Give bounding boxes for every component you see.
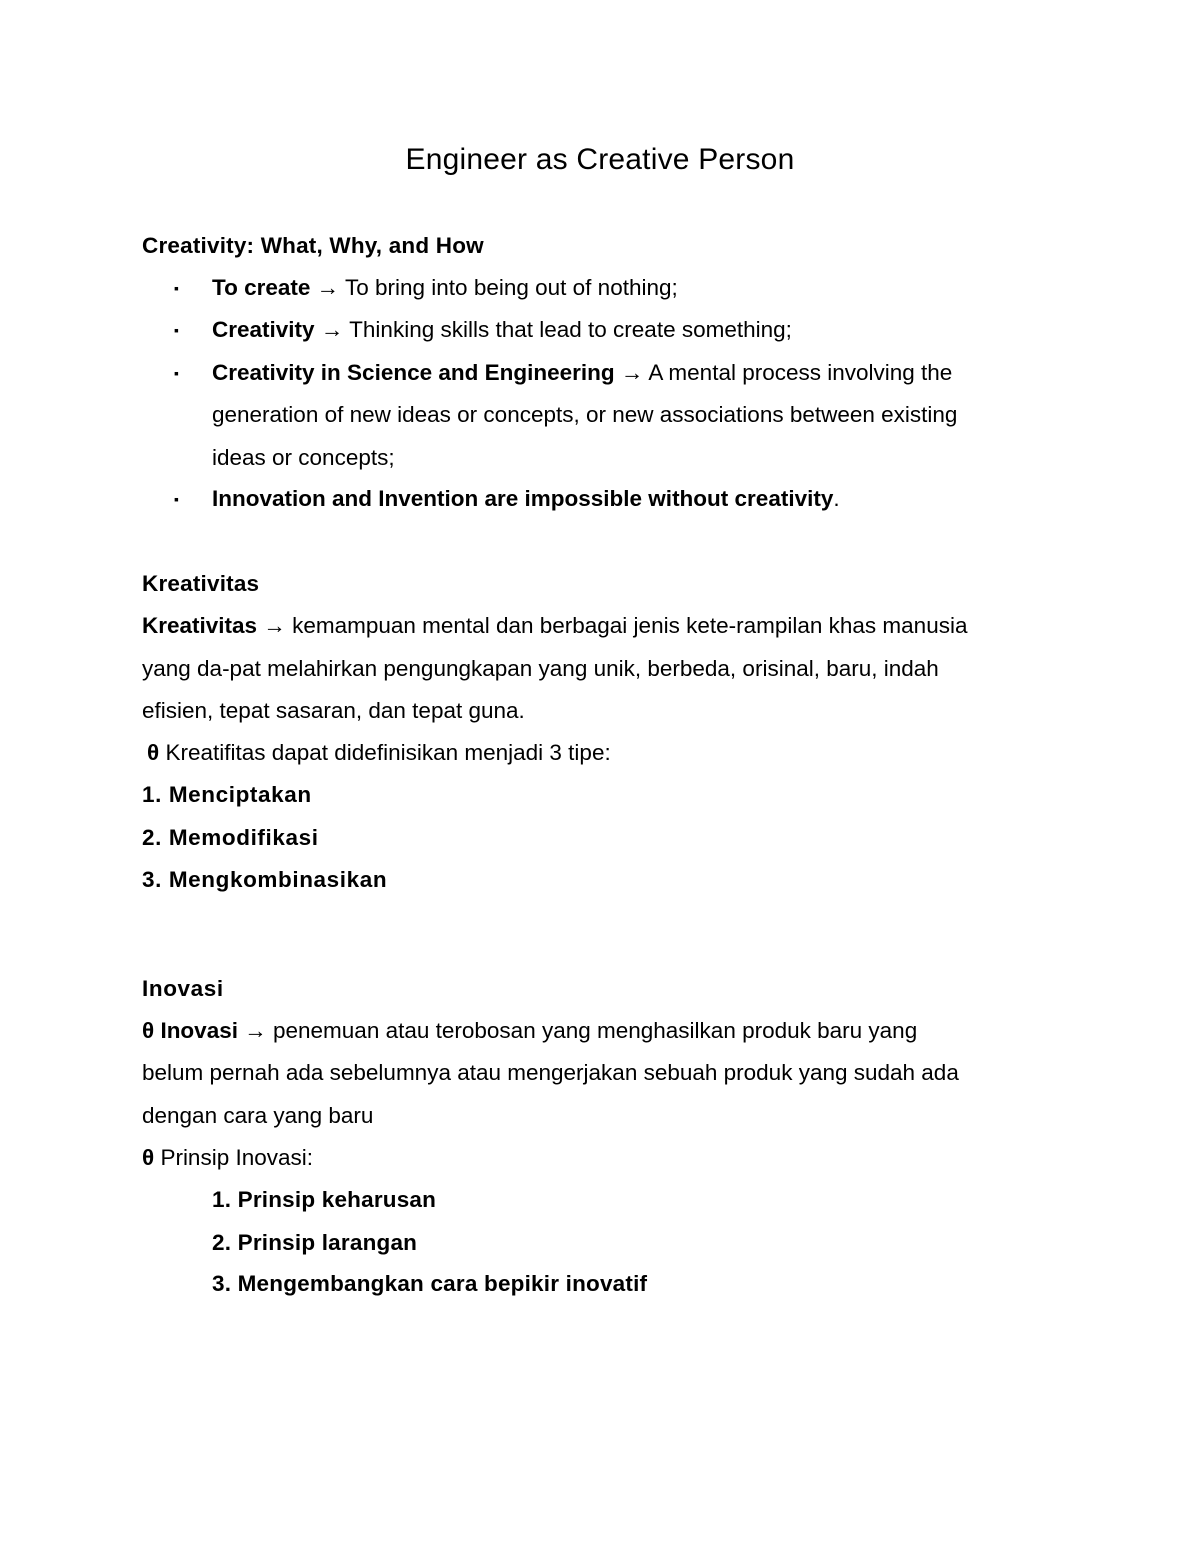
bullet-item-to-create xyxy=(212,274,678,302)
definition-text: kemampuan mental dan berbagai jenis kete-rampilan khas manusia xyxy=(292,613,968,638)
bullet-term: Innovation and Invention are impossible without creativity xyxy=(212,486,834,511)
bullet-text: Thinking skills that lead to create something; xyxy=(349,317,792,342)
arrow-icon: → xyxy=(244,1018,267,1043)
bullet-text: To bring into being out of nothing; xyxy=(345,275,678,300)
theta-icon: θ xyxy=(142,1018,155,1043)
bullet-text-continuation: ideas or concepts; xyxy=(212,445,395,470)
principle-item: 1. Prinsip keharusan xyxy=(212,1187,437,1212)
type-item: 1. Menciptakan xyxy=(142,782,312,807)
bullet-text-continuation: generation of new ideas or concepts, or new associations between existing xyxy=(212,402,958,427)
theta-icon: θ xyxy=(147,740,160,765)
bullet-item-creativity-science xyxy=(212,359,952,387)
inovasi-definition xyxy=(142,1017,917,1045)
principles-intro xyxy=(142,1144,313,1172)
bullet-square-icon: ▪ xyxy=(174,280,179,296)
bullet-square-icon: ▪ xyxy=(174,322,179,338)
principle-item: 3. Mengembangkan cara bepikir inovatif xyxy=(212,1271,648,1296)
definition-text-continuation: dengan cara yang baru xyxy=(142,1103,374,1128)
arrow-icon: → xyxy=(316,275,340,300)
types-intro xyxy=(147,739,611,767)
bullet-item-creativity xyxy=(212,316,792,344)
section-heading-creativity: Creativity: What, Why, and How xyxy=(142,233,484,258)
bullet-term: Creativity xyxy=(212,317,315,342)
definition-text: penemuan atau terobosan yang menghasilkan produk baru yang xyxy=(273,1018,918,1043)
principles-intro-text: Prinsip Inovasi: xyxy=(160,1145,314,1170)
type-item: 2. Memodifikasi xyxy=(142,825,319,850)
theta-icon: θ xyxy=(142,1145,155,1170)
bullet-term: Creativity in Science and Engineering xyxy=(212,360,615,385)
document-title: Engineer as Creative Person xyxy=(405,143,795,176)
types-intro-text: Kreatifitas dapat didefinisikan menjadi 3 tipe: xyxy=(165,740,611,765)
bullet-text: A mental process involving the xyxy=(648,360,953,385)
bullet-square-icon: ▪ xyxy=(174,491,179,507)
bullet-term: To create xyxy=(212,275,311,300)
section-heading-inovasi: Inovasi xyxy=(142,976,224,1001)
arrow-icon: → xyxy=(320,317,344,342)
principle-item: 2. Prinsip larangan xyxy=(212,1230,418,1255)
arrow-icon: → xyxy=(263,613,286,638)
section-heading-kreativitas: Kreativitas xyxy=(142,571,260,596)
definition-term: Inovasi xyxy=(160,1018,238,1043)
definition-term: Kreativitas xyxy=(142,613,258,638)
kreativitas-definition xyxy=(142,612,967,640)
arrow-icon: → xyxy=(620,360,644,385)
definition-text-continuation: efisien, tepat sasaran, dan tepat guna. xyxy=(142,698,525,723)
bullet-text: . xyxy=(833,486,840,511)
type-item: 3. Mengkombinasikan xyxy=(142,867,388,892)
definition-text-continuation: yang da-pat melahirkan pengungkapan yang unik, berbeda, orisinal, baru, indah xyxy=(142,656,939,681)
bullet-square-icon: ▪ xyxy=(174,365,179,381)
definition-text-continuation: belum pernah ada sebelumnya atau mengerjakan sebuah produk yang sudah ada xyxy=(142,1060,959,1085)
bullet-item-innovation xyxy=(212,485,840,513)
